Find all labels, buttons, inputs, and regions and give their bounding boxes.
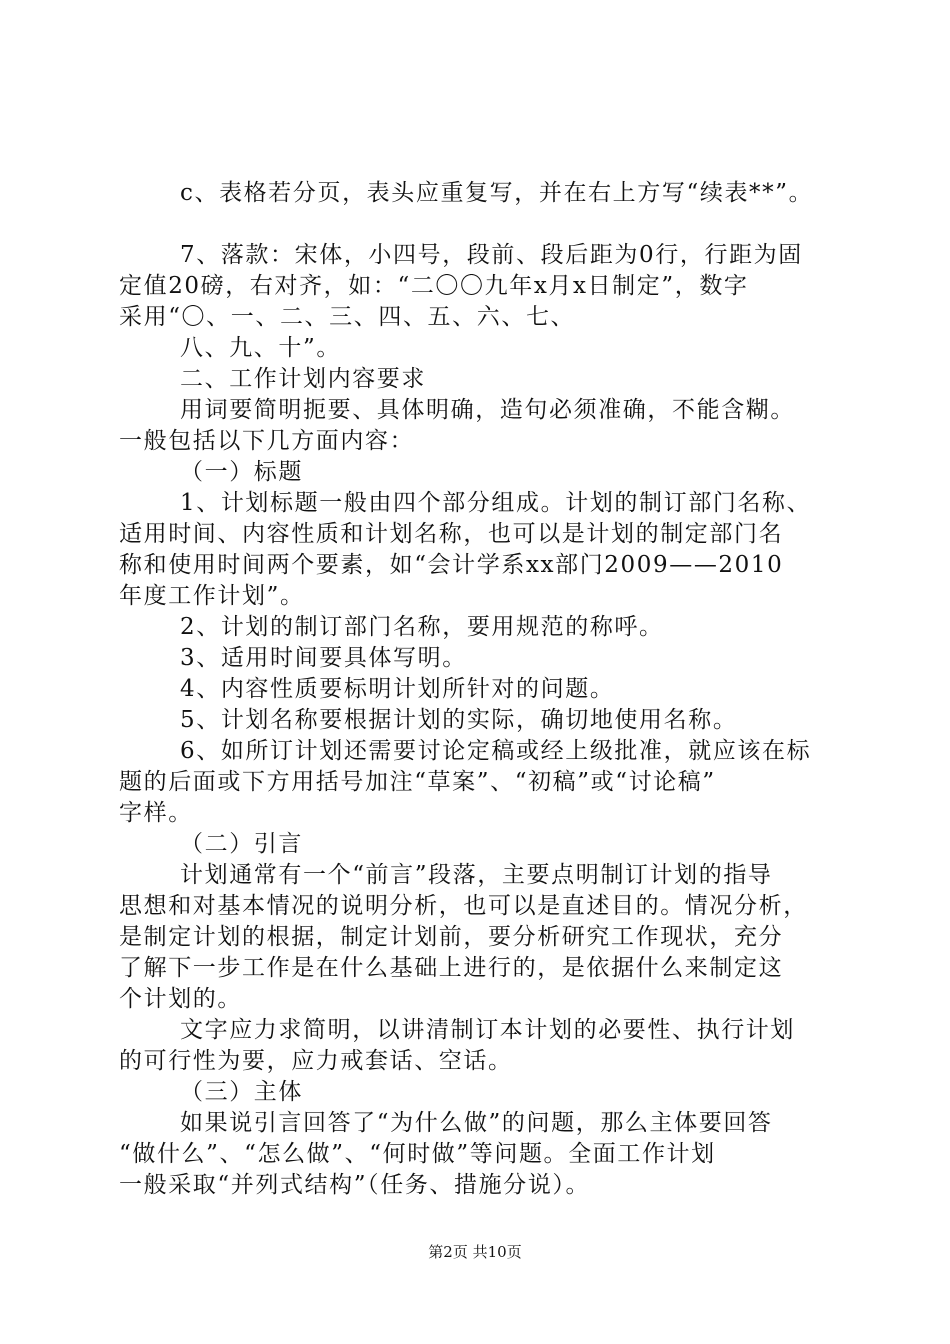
paragraph-line: 了解下一步工作是在什么基础上进行的，是依据什么来制定这 [119,955,784,981]
paragraph-line: 称和使用时间两个要素，如“会计学系xx部门2009——2010 [119,552,784,578]
blank-line [119,209,841,240]
paragraph-line: 年度工作计划”。 [119,583,305,609]
subsection-heading: （三）主体 [180,1079,303,1105]
paragraph-line: 4、内容性质要标明计划所针对的问题。 [180,676,615,702]
paragraph-line: 思想和对基本情况的说明分析，也可以是直述目的。情况分析， [119,893,808,919]
paragraph-line: 用词要简明扼要、具体明确，造句必须准确，不能含糊。 [180,397,795,423]
subsection-heading: （二）引言 [180,831,303,857]
paragraph-line: 3、适用时间要具体写明。 [180,645,467,671]
paragraph-line: 2、计划的制订部门名称，要用规范的称呼。 [180,614,664,640]
subsection-heading: （一）标题 [180,459,303,485]
paragraph-line: 如果说引言回答了“为什么做”的问题，那么主体要回答 [180,1110,773,1136]
paragraph-line: 一般采取“并列式结构”（任务、措施分说）。 [119,1172,591,1198]
paragraph-line: 7、落款：宋体，小四号，段前、段后距为0行，行距为固 [180,242,803,268]
paragraph-line: c、表格若分页，表头应重复写，并在右上方写“续表**”。 [180,180,814,206]
paragraph-line: “做什么”、“怎么做”、“何时做”等问题。全面工作计划 [119,1141,716,1167]
paragraph-line: 的可行性为要，应力戒套话、空话。 [119,1048,513,1074]
page-footer: 第2页 共10页 [428,1243,522,1261]
paragraph-line: 八、九、十”。 [180,335,341,361]
paragraph-line: 采用“〇、一、二、三、四、五、六、七、 [119,304,576,330]
document-body [119,178,841,1201]
paragraph-line: 是制定计划的根据，制定计划前，要分析研究工作现状，充分 [119,924,784,950]
paragraph-line: 一般包括以下几方面内容： [119,428,415,454]
paragraph-line: 适用时间、内容性质和计划名称，也可以是计划的制定部门名 [119,521,784,547]
paragraph-line: 文字应力求简明，以讲清制订本计划的必要性、执行计划 [180,1017,795,1043]
section-heading: 二、工作计划内容要求 [180,366,426,392]
paragraph-line: 题的后面或下方用括号加注“草案”、“初稿”或“讨论稿” [119,769,716,795]
paragraph-line: 1、计划标题一般由四个部分组成。计划的制订部门名称、 [180,490,812,516]
paragraph-line: 定值20磅，右对齐，如：“二〇〇九年x月x日制定”，数字 [119,273,749,299]
paragraph-line: 6、如所订计划还需要讨论定稿或经上级批准，就应该在标 [180,738,812,764]
paragraph-line: 5、计划名称要根据计划的实际，确切地使用名称。 [180,707,738,733]
paragraph-line: 字样。 [119,800,193,826]
paragraph-line: 计划通常有一个“前言”段落，主要点明制订计划的指导 [180,862,773,888]
paragraph-line: 个计划的。 [119,986,242,1012]
